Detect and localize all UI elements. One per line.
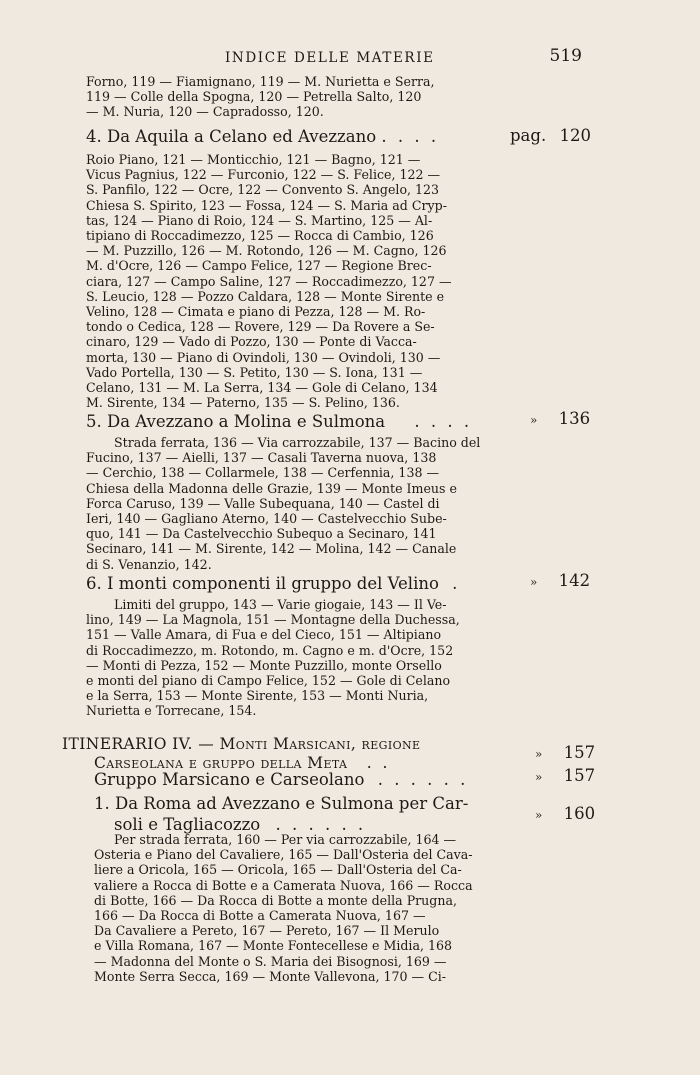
ditto-marker: »: [530, 413, 538, 427]
entry-line: e monti del piano di Campo Felice, 152 — Gole di Celano: [86, 673, 451, 689]
group-page-ref: [535, 766, 595, 785]
leader-dots: . . . .: [381, 127, 440, 146]
entry-line: tas, 124 — Piano di Roio, 124 — S. Martino, 125 — Al-: [86, 212, 433, 228]
section-1-heading: [94, 793, 468, 835]
leader-dots: . .: [366, 754, 391, 772]
entry-line: ciara, 127 — Campo Saline, 127 — Roccadimezzo, 127 —: [86, 273, 452, 289]
entry-line: S. Panfilo, 122 — Ocre, 122 — Convento S. Angelo, 123: [86, 182, 440, 198]
entry-line: Ieri, 140 — Gagliano Aterno, 140 — Castelvecchio Sube-: [86, 511, 447, 527]
entry-line: 151 — Valle Amara, di Fua e del Cieco, 151 — Altipiano: [86, 627, 442, 643]
page-ref-number: 157: [563, 766, 596, 785]
page-ref-number: 142: [558, 571, 591, 590]
ditto-marker: »: [535, 808, 543, 822]
section-number: 5.: [86, 412, 102, 431]
entry-line: liere a Oricola, 165 — Oricola, 165 — Dall'Osteria del Ca-: [94, 862, 462, 878]
entry-line: Chiesa S. Spirito, 123 — Fossa, 124 — S. Maria ad Cryp-: [86, 197, 447, 213]
entry-line: — M. Puzzillo, 126 — M. Rotondo, 126 — M. Cagno, 126: [86, 243, 447, 259]
entry-line: Limiti del gruppo, 143 — Varie giogaie, 143 — Il Ve-: [114, 597, 447, 612]
ditto-marker: »: [530, 575, 538, 589]
section-title: Da Roma ad Avezzano e Sulmona per Car-: [115, 794, 469, 813]
page-ref-number: 120: [559, 126, 591, 145]
entry-line: M. Sirente, 134 — Paterno, 135 — S. Pelino, 136.: [86, 395, 400, 411]
itinerary-page-ref: [535, 743, 595, 762]
group-heading: [94, 771, 468, 789]
entry-line: di Botte, 166 — Da Rocca di Botte a monte della Prugna,: [94, 892, 457, 908]
entry-line: valiere a Rocca di Botte e a Camerata Nuova, 166 — Rocca: [94, 877, 473, 893]
intro-entries: [86, 74, 487, 120]
section-4-heading: [86, 128, 439, 146]
entry-line: Secinaro, 141 — M. Sirente, 142 — Molina, 142 — Canale: [86, 541, 457, 557]
entry-line: tondo o Cedica, 128 — Rovere, 129 — Da Rovere a Se-: [86, 319, 435, 335]
ditto-marker: »: [535, 747, 543, 761]
entry-line: Roio Piano, 121 — Monticchio, 121 — Bagno, 121 —: [86, 152, 421, 167]
entry-line: di Roccadimezzo, m. Rotondo, m. Cagno e m. d'Ocre, 152: [86, 642, 454, 658]
section-number: 6.: [86, 574, 102, 593]
entry-line: — Cerchio, 138 — Collarmele, 138 — Cerfennia, 138 —: [86, 465, 440, 481]
entry-line: Nurietta e Torrecane, 154.: [86, 703, 257, 719]
entry-line: — M. Nuria, 120 — Capradosso, 120.: [86, 104, 324, 120]
section-6-heading: [86, 575, 460, 593]
entry-line: quo, 141 — Da Castelvecchio Subequo a Secinaro, 141: [86, 526, 437, 542]
page-ref-number: 136: [558, 409, 591, 428]
entry-line: cinaro, 129 — Vado di Pozzo, 130 — Ponte di Vacca-: [86, 334, 417, 350]
section-title: Da Aquila a Celano ed Avezzano: [107, 127, 377, 146]
page-ref-number: 160: [563, 804, 596, 823]
leader-dots: . . . . . .: [275, 815, 367, 834]
entry-line: Da Cavaliere a Pereto, 167 — Pereto, 167 — Il Merulo: [94, 923, 440, 939]
entry-line: — Monti di Pezza, 152 — Monte Puzzillo, monte Orsello: [86, 657, 442, 673]
entry-line: — Madonna del Monte o S. Maria dei Bisognosi, 169 —: [94, 953, 447, 969]
section-5-heading: [86, 413, 472, 431]
entry-line: lino, 149 — La Magnola, 151 — Montagne della Duchessa,: [86, 612, 460, 628]
section-6-entries: [86, 597, 498, 719]
itinerary-subtitle: Carseolana e gruppo della Meta: [94, 754, 348, 772]
section-title: I monti componenti il gruppo del Velino: [107, 574, 439, 593]
leader-dots: . . . . . .: [377, 770, 469, 789]
entry-line: 166 — Da Rocca di Botte a Camerata Nuova, 167 —: [94, 908, 426, 924]
entry-line: morta, 130 — Piano di Ovindoli, 130 — Ovindoli, 130 —: [86, 349, 441, 365]
entry-line: Forca Caruso, 139 — Valle Subequana, 140 — Castel di: [86, 495, 440, 511]
entry-line: Osteria e Piano del Cavaliere, 165 — Dall'Osteria del Cava-: [94, 847, 473, 863]
section-1-entries: [94, 832, 506, 984]
entry-line: Chiesa della Madonna delle Grazie, 139 — Monte Imeus e: [86, 480, 457, 496]
section-title: Da Avezzano a Molina e Sulmona: [107, 412, 386, 431]
section-5-page-ref: [530, 409, 590, 428]
entry-line: e Villa Romana, 167 — Monte Fontecellese e Midia, 168: [94, 938, 453, 954]
entry-line: S. Leucio, 128 — Pozzo Caldara, 128 — Monte Sirente e: [86, 288, 445, 304]
group-title: Gruppo Marsicano e Carseolano: [94, 770, 365, 789]
section-1-page-ref: [535, 804, 595, 823]
itinerary-title-line: ITINERARIO IV. — Monti Marsicani, regione: [62, 735, 421, 753]
entry-line: Fucino, 137 — Aielli, 137 — Casali Taverna nuova, 138: [86, 450, 437, 466]
entry-line: Vicus Pagnius, 122 — Furconio, 122 — S. Felice, 122 —: [86, 167, 441, 183]
section-6-page-ref: [530, 571, 590, 590]
leader-dots: . . . .: [414, 412, 473, 431]
entry-line: e la Serra, 153 — Monte Sirente, 153 — Monti Nuria,: [86, 688, 429, 704]
entry-line: Forno, 119 — Fiamignano, 119 — M. Nurietta e Serra,: [86, 74, 435, 89]
leader-dots: .: [452, 574, 461, 593]
itinerary-heading: [62, 735, 420, 773]
page-header: [0, 46, 700, 68]
entry-line: Monte Serra Secca, 169 — Monte Vallevona, 170 — Ci-: [94, 968, 447, 984]
running-title: INDICE DELLE MATERIE: [225, 50, 435, 66]
entry-line: Per strada ferrata, 160 — Per via carrozzabile, 164 —: [114, 832, 457, 847]
entry-line: di S. Venanzio, 142.: [86, 556, 212, 572]
entry-line: Velino, 128 — Cimata e piano di Pezza, 128 — M. Ro-: [86, 304, 426, 320]
section-title-continued: soli e Tagliacozzo: [114, 815, 261, 834]
section-number: 4.: [86, 127, 102, 146]
page-label: pag.: [510, 126, 547, 145]
entry-line: M. d'Ocre, 126 — Campo Felice, 127 — Regione Brec-: [86, 258, 432, 274]
entry-line: Strada ferrata, 136 — Via carrozzabile, 137 — Bacino del: [114, 435, 481, 450]
section-number: 1.: [94, 794, 110, 813]
section-4-entries: [86, 152, 487, 410]
section-5-entries: [86, 435, 498, 572]
entry-line: Vado Portella, 130 — S. Petito, 130 — S. Iona, 131 —: [86, 364, 423, 380]
ditto-marker: »: [535, 770, 543, 784]
section-4-page-ref: [510, 126, 591, 145]
entry-line: Celano, 131 — M. La Serra, 134 — Gole di Celano, 134: [86, 380, 438, 396]
entry-line: tipiano di Roccadimezzo, 125 — Rocca di Cambio, 126: [86, 228, 434, 244]
entry-line: 119 — Colle della Spogna, 120 — Petrella Salto, 120: [86, 89, 422, 105]
page-ref-number: 157: [563, 743, 596, 762]
page-number: 519: [549, 46, 582, 66]
